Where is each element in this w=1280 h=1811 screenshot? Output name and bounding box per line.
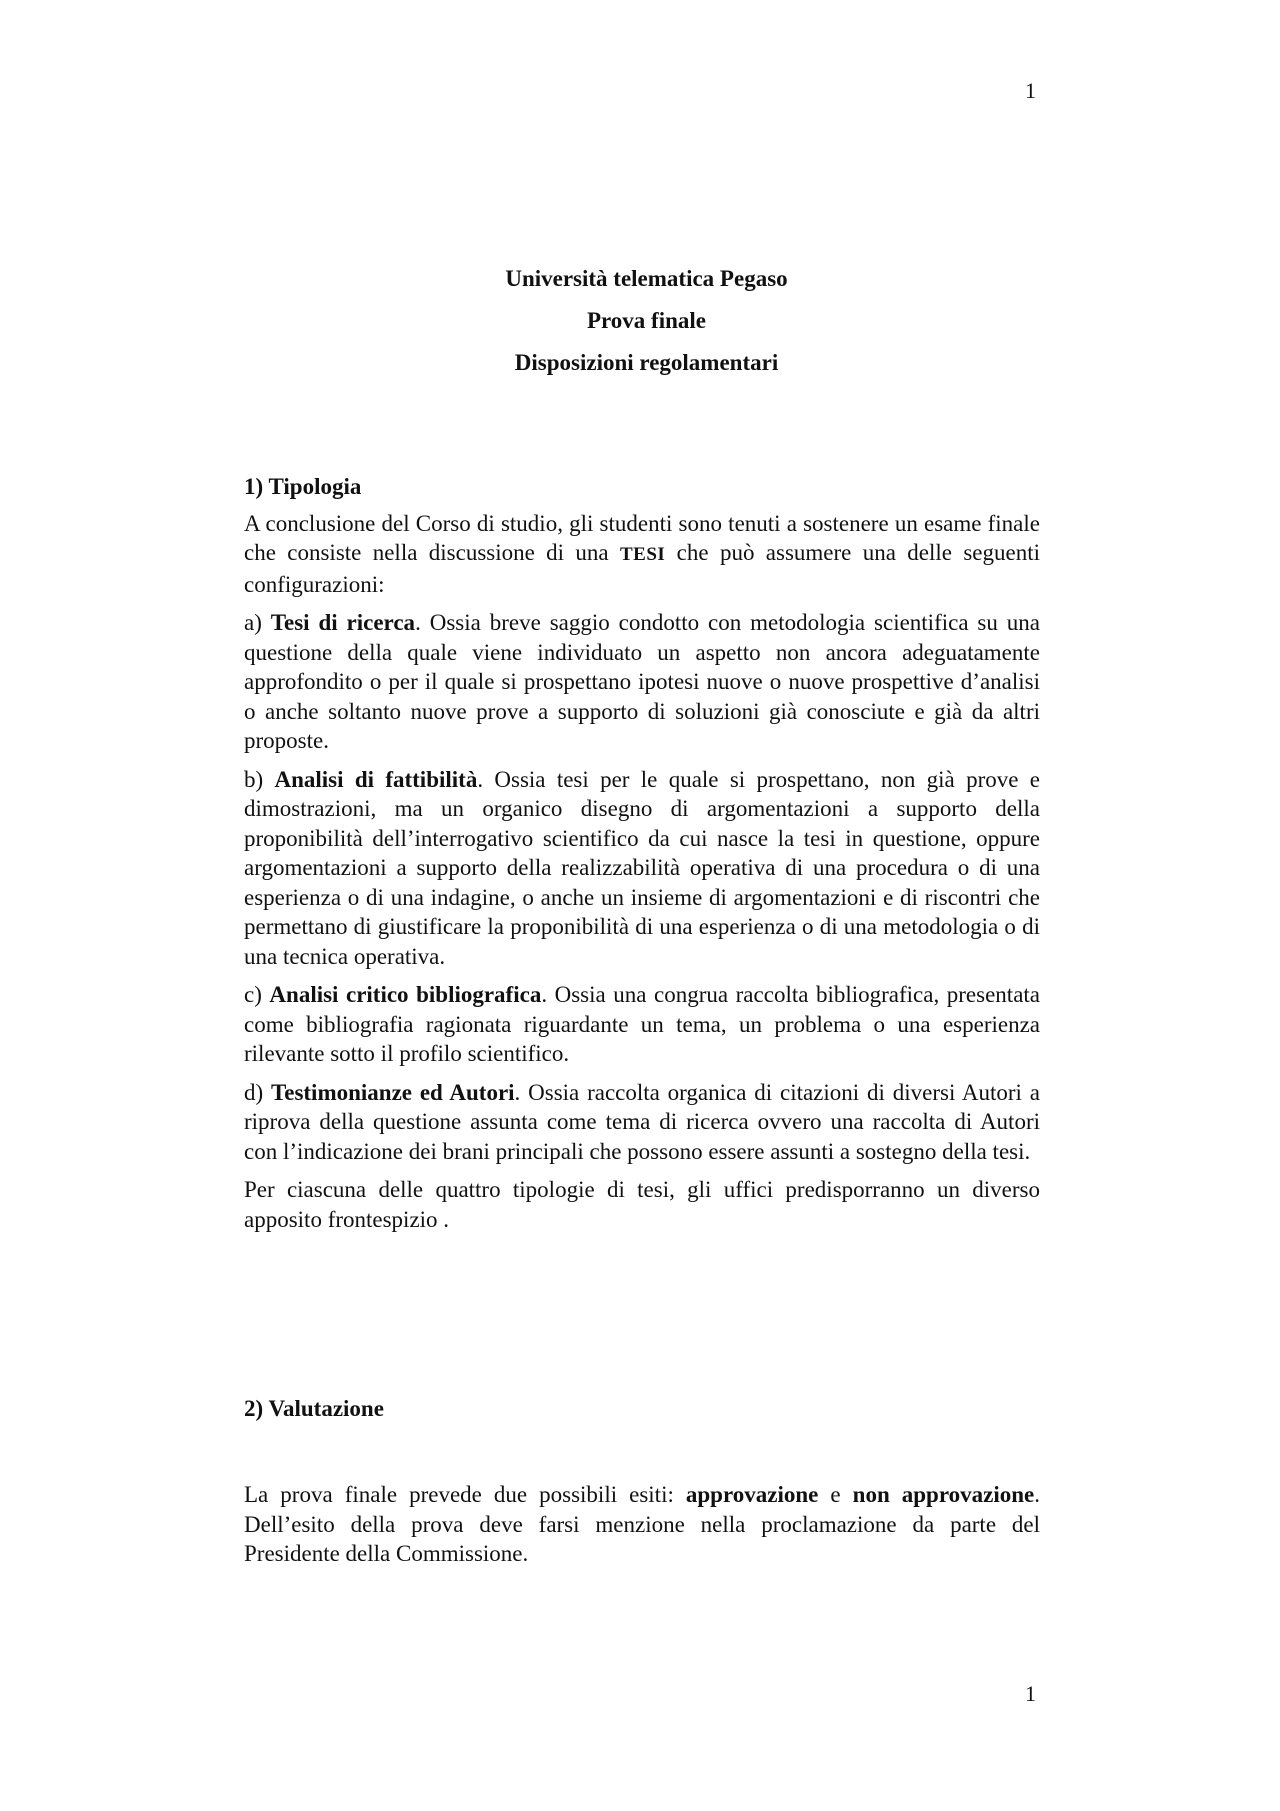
intro-paragraph <box>244 509 1040 600</box>
item-prefix: a) <box>244 610 271 635</box>
list-item <box>244 765 1040 972</box>
item-prefix: c) <box>244 982 270 1007</box>
item-text: . Ossia una congrua raccolta bibliografica, presentata come bibliografia ragionata riguardante un tema, un problema o una esperienza rilevante sotto il profilo scientifico. <box>244 982 1040 1066</box>
valutazione-text: La prova finale prevede due possibili esiti: <box>244 1482 686 1507</box>
list-item <box>244 980 1040 1069</box>
section-heading-valutazione: 2) Valutazione <box>244 1396 384 1421</box>
page-number-top: 1 <box>1025 78 1036 103</box>
item-text: . Ossia raccolta organica di citazioni di diversi Autori a riprova della questione assunta come tema di ricerca ovvero una raccolta di Autori con l’indicazione dei brani principali che possono essere assunti a sostegno della tesi. <box>244 1079 1040 1164</box>
intro-text-end: che può assumere una delle seguenti configurazioni: <box>244 540 1040 597</box>
title-university: Università telematica Pegaso <box>505 266 788 291</box>
item-term: Analisi di fattibilità <box>274 766 478 792</box>
document-title <box>0 258 1280 384</box>
section-heading: 1) Tipologia <box>244 474 362 499</box>
outcome-approval: approvazione <box>685 1482 819 1507</box>
valutazione-paragraph <box>244 1480 1040 1569</box>
item-term: Tesi di ricerca <box>270 610 416 635</box>
intro-text: A conclusione del Corso di studio, gli studenti sono tenuti a sostenere un esame finale che consiste nella discussione di una <box>244 510 1040 565</box>
item-text: . Ossia tesi per le quale si prospettano, non già prove e dimostrazioni, ma un organico disegno di argomentazioni a supporto della proponibilità dell’interrogativo scientifico da cui nasce la tesi in questione, oppure argomentazioni a supporto della realizzabilità operativa di una procedura o di una esperienza o di una indagine, o anche un insieme di argomentazioni e di riscontri che permettano di giustificare la proponibilità di una esperienza o di una metodologia o di una tecnica operativa. <box>244 766 1040 969</box>
list-item <box>244 1078 1040 1167</box>
intro-emphasis: TESI <box>620 544 666 565</box>
outcome-non-approval: non approvazione <box>852 1482 1035 1507</box>
valutazione-text-end: . Dell’esito della prova deve farsi menzione nella proclamazione da parte del Presidente della Commissione. <box>244 1482 1040 1566</box>
section-tipologia <box>244 472 1040 1243</box>
valutazione-conjunction: e <box>818 1482 853 1507</box>
item-term: Analisi critico bibliografica <box>269 982 542 1007</box>
section-valutazione <box>244 1480 1040 1578</box>
closing-paragraph: Per ciascuna delle quattro tipologie di tesi, gli uffici predisporranno un diverso apposito frontespizio . <box>244 1177 1040 1232</box>
item-text: . Ossia breve saggio condotto con metodologia scientifica su una questione della quale viene individuato un aspetto non ancora adeguatamente approfondito o per il quale si prospettano ipotesi nuove o nuove prospettive d’analisi o anche soltanto nuove prove a supporto di soluzioni già conosciute e già da altri proposte. <box>244 610 1040 753</box>
item-term: Testimonianze ed Autori <box>271 1079 515 1105</box>
item-prefix: b) <box>244 766 275 792</box>
title-exam: Prova finale <box>586 308 707 333</box>
item-prefix: d) <box>244 1079 271 1105</box>
page-number-bottom: 1 <box>1025 1681 1036 1706</box>
list-item <box>244 608 1040 756</box>
title-regulations: Disposizioni regolamentari <box>514 350 779 375</box>
